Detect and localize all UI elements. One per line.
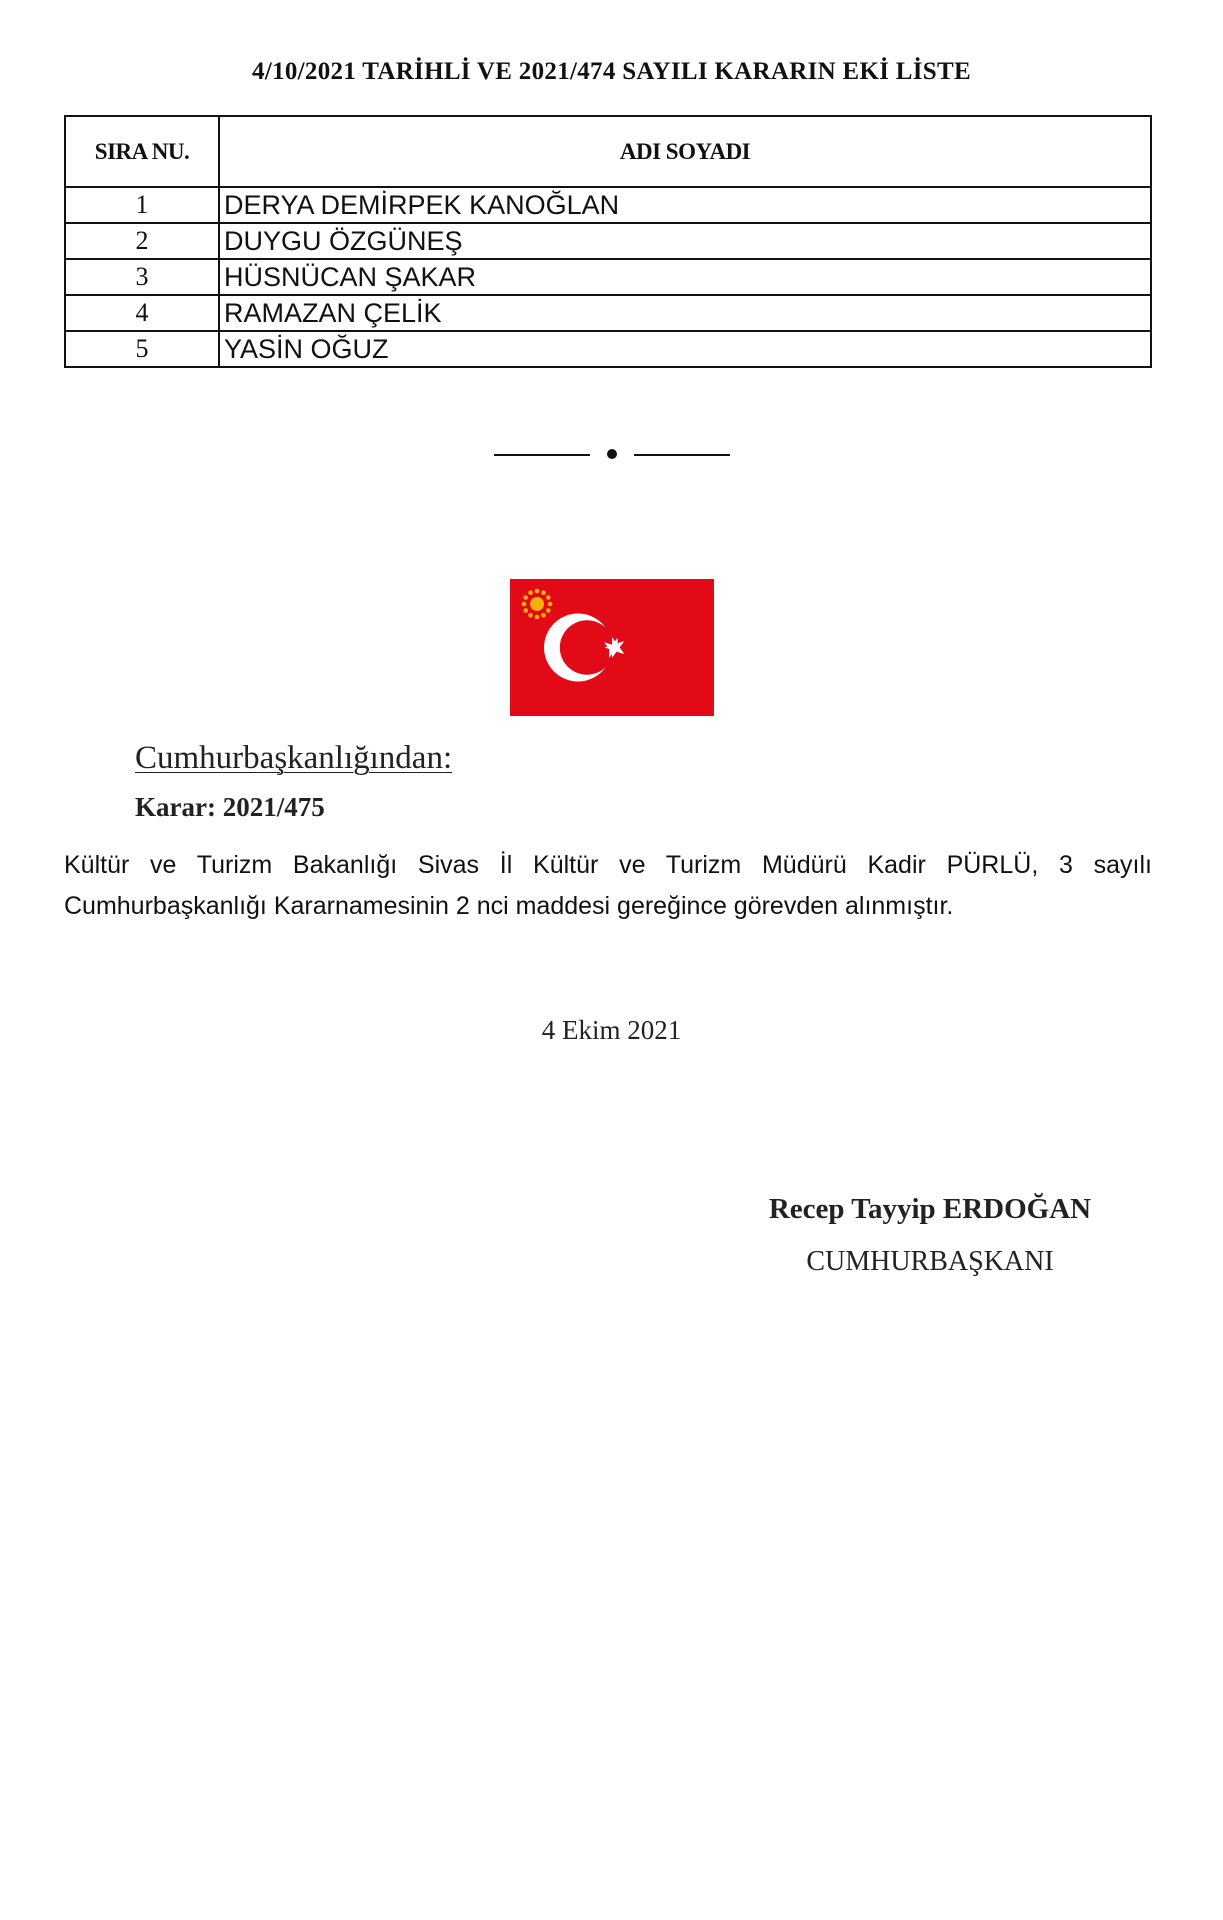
list-title: 4/10/2021 TARİHLİ VE 2021/474 SAYILI KARARIN EKİ LİSTE <box>252 58 971 85</box>
table-header-row <box>65 116 1151 187</box>
row-full-name: DUYGU ÖZGÜNEŞ <box>219 223 1151 259</box>
column-header-order-number: SIRA NU. <box>65 116 219 187</box>
row-full-name: HÜSNÜCAN ŞAKAR <box>219 259 1151 295</box>
row-full-name: DERYA DEMİRPEK KANOĞLAN <box>219 187 1151 223</box>
column-header-full-name: ADI SOYADI <box>219 116 1151 187</box>
row-order-number: 3 <box>65 259 219 295</box>
row-full-name: RAMAZAN ÇELİK <box>219 295 1151 331</box>
separator-dot <box>607 449 617 459</box>
table-row <box>65 223 1151 259</box>
row-order-number: 5 <box>65 331 219 367</box>
table-row <box>65 187 1151 223</box>
section-separator <box>494 446 730 462</box>
signatory-title: CUMHURBAŞKANI <box>806 1246 1054 1277</box>
table-row <box>65 259 1151 295</box>
row-order-number: 4 <box>65 295 219 331</box>
row-full-name: YASİN OĞUZ <box>219 331 1151 367</box>
table-row <box>65 295 1151 331</box>
decree-date: 4 Ekim 2021 <box>541 1015 682 1045</box>
name-list-table <box>64 115 1152 368</box>
issuing-authority-heading: Cumhurbaşkanlığından: <box>135 740 453 776</box>
turkish-flag-icon <box>510 579 714 716</box>
decree-body-text: Kültür ve Turizm Bakanlığı Sivas İl Kültür ve Turizm Müdürü Kadir PÜRLÜ, 3 sayılı Cumhurbaşkanlığı Kararnamesinin 2 nci maddesi gereğince görevden alınmıştır. <box>64 851 1152 920</box>
row-order-number: 1 <box>65 187 219 223</box>
row-order-number: 2 <box>65 223 219 259</box>
decision-number: Karar: 2021/475 <box>135 792 325 822</box>
signatory-name: Recep Tayyip ERDOĞAN <box>768 1193 1092 1225</box>
table-row <box>65 331 1151 367</box>
